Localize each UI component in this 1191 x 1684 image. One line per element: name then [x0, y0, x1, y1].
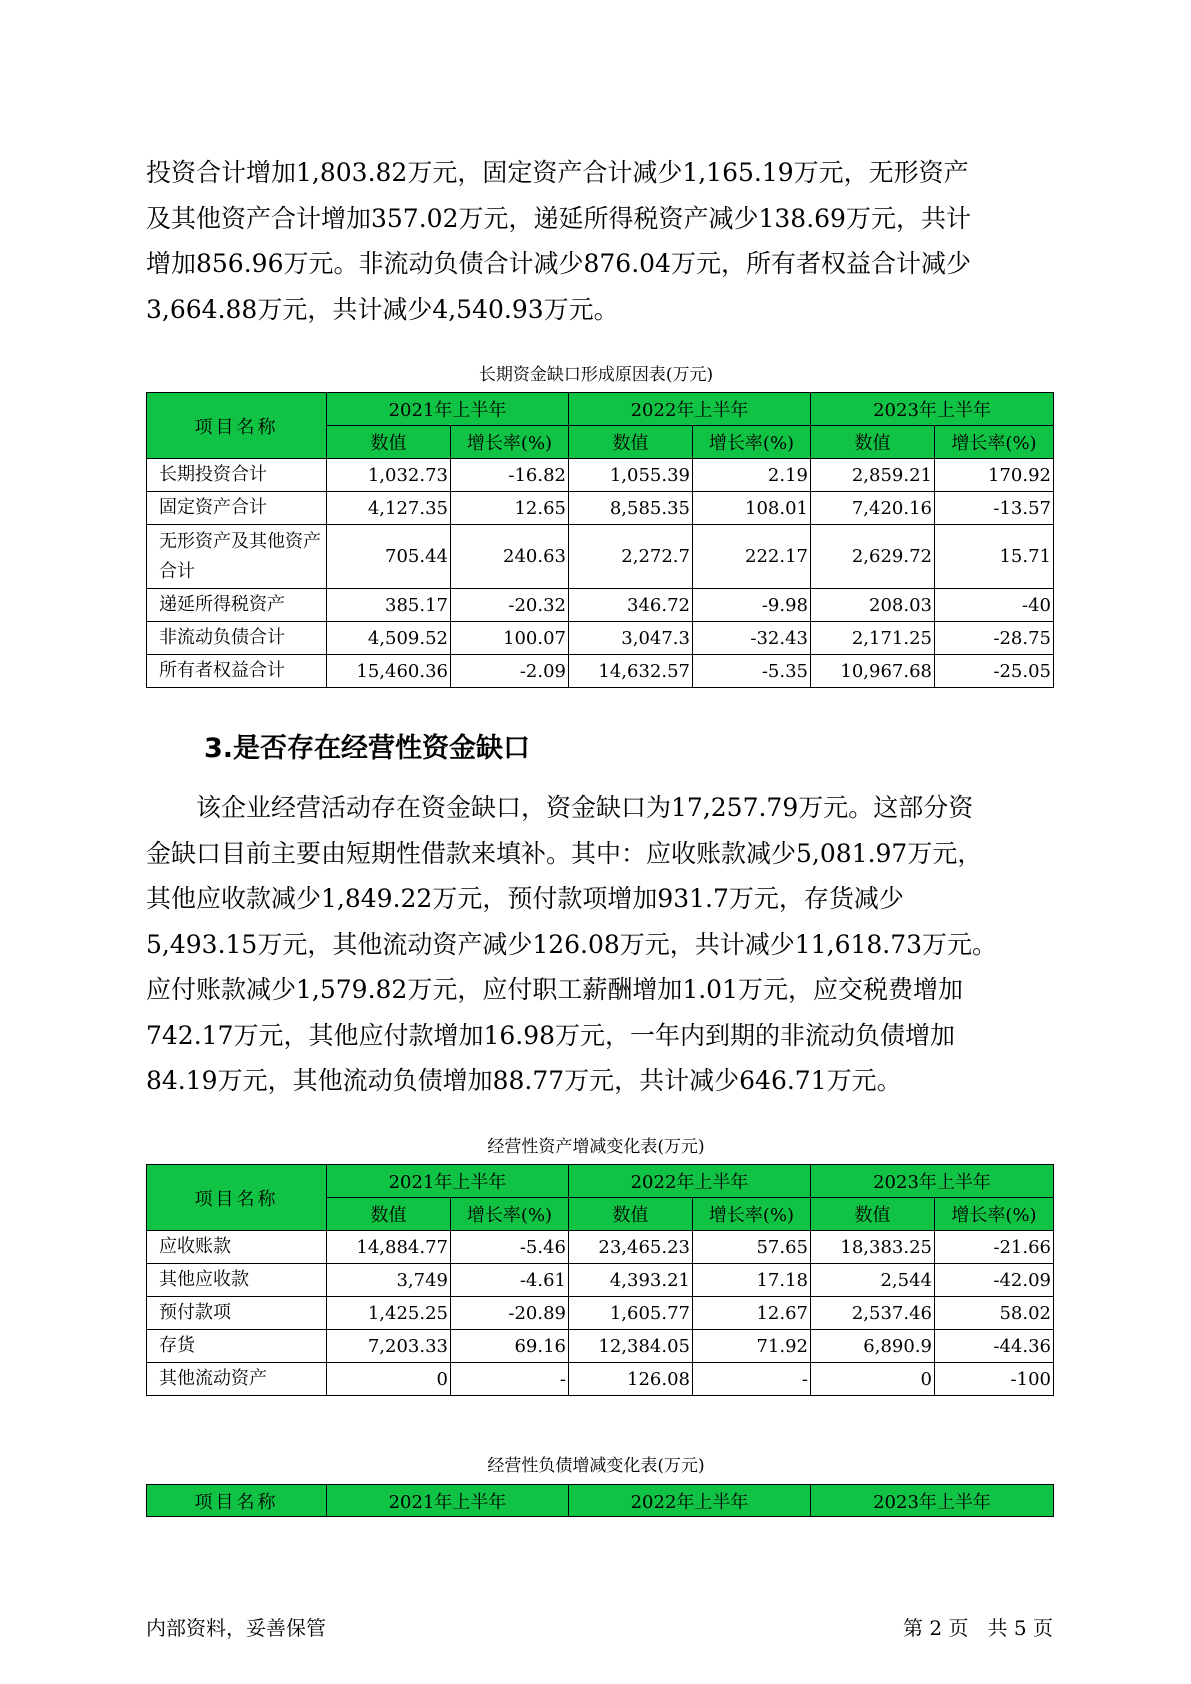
cell: 6,890.9 — [811, 1330, 935, 1363]
cell: 208.03 — [811, 589, 935, 622]
cell: 10,967.68 — [811, 655, 935, 688]
cell: 2,171.25 — [811, 622, 935, 655]
cell: 4,509.52 — [327, 622, 451, 655]
cell: 8,585.35 — [569, 492, 693, 525]
year-header: 2023年上半年 — [811, 1485, 1054, 1517]
table-operating-liabilities — [146, 1484, 1054, 1517]
cell: 346.72 — [569, 589, 693, 622]
cell: 14,632.57 — [569, 655, 693, 688]
value-header: 数值 — [569, 1198, 693, 1231]
cell: 705.44 — [327, 525, 451, 589]
paragraph-line: 及其他资产合计增加357.02万元，递延所得税资产减少138.69万元，共计 — [146, 203, 971, 233]
row-label: 其他应收款 — [147, 1264, 327, 1297]
cell: -40 — [935, 589, 1054, 622]
cell: 14,884.77 — [327, 1231, 451, 1264]
value-header: 数值 — [327, 426, 451, 459]
table-row — [147, 492, 1054, 525]
year-header: 2022年上半年 — [569, 393, 811, 426]
cell: -9.98 — [693, 589, 811, 622]
cell: 1,425.25 — [327, 1297, 451, 1330]
growth-header: 增长率(%) — [693, 1198, 811, 1231]
cell: 126.08 — [569, 1363, 693, 1396]
year-header: 2022年上半年 — [569, 1485, 811, 1517]
cell: 3,749 — [327, 1264, 451, 1297]
paragraph-line: 金缺口目前主要由短期性借款来填补。其中：应收账款减少5,081.97万元， — [146, 838, 983, 868]
paragraph-line: 该企业经营活动存在资金缺口，资金缺口为17,257.79万元。这部分资 — [196, 793, 974, 822]
paragraph-line: 其他应收款减少1,849.22万元，预付款项增加931.7万元，存货减少 — [146, 884, 904, 913]
section-heading: 3.是否存在经营性资金缺口 — [204, 733, 531, 764]
row-label: 无形资产及其他资产合计 — [147, 525, 327, 589]
cell: 23,465.23 — [569, 1231, 693, 1264]
cell: -16.82 — [451, 459, 569, 492]
cell: 3,047.3 — [569, 622, 693, 655]
paragraph-line: 5,493.15万元，其他流动资产减少126.08万元，共计减少11,618.73万元。 — [146, 929, 998, 959]
cell: 2,859.21 — [811, 459, 935, 492]
row-header-cell: 项目名称 — [147, 1165, 327, 1231]
growth-header: 增长率(%) — [451, 1198, 569, 1231]
cell: 57.65 — [693, 1231, 811, 1264]
cell: 108.01 — [693, 492, 811, 525]
table-row — [147, 1363, 1054, 1396]
table-row — [147, 589, 1054, 622]
table-row — [147, 525, 1054, 589]
cell: 2,537.46 — [811, 1297, 935, 1330]
table-1-caption: 长期资金缺口形成原因表(万元) — [478, 365, 714, 385]
cell: 4,127.35 — [327, 492, 451, 525]
cell: 17.18 — [693, 1264, 811, 1297]
cell: 170.92 — [935, 459, 1054, 492]
footer-left: 内部资料，妥善保管 — [146, 1616, 326, 1640]
table-row — [147, 1231, 1054, 1264]
cell: 7,203.33 — [327, 1330, 451, 1363]
table-row — [147, 622, 1054, 655]
cell: 12.67 — [693, 1297, 811, 1330]
cell: 0 — [811, 1363, 935, 1396]
row-label: 其他流动资产 — [147, 1363, 327, 1396]
cell: 1,032.73 — [327, 459, 451, 492]
row-header-cell: 项目名称 — [147, 1485, 327, 1517]
cell: 1,055.39 — [569, 459, 693, 492]
paragraph-line: 投资合计增加1,803.82万元，固定资产合计减少1,165.19万元，无形资产 — [146, 158, 969, 187]
cell: 58.02 — [935, 1297, 1054, 1330]
value-header: 数值 — [811, 1198, 935, 1231]
value-header: 数值 — [327, 1198, 451, 1231]
year-header: 2023年上半年 — [811, 1165, 1054, 1198]
cell: 0 — [327, 1363, 451, 1396]
row-label: 应收账款 — [147, 1231, 327, 1264]
table-row — [147, 1297, 1054, 1330]
cell: 2.19 — [693, 459, 811, 492]
table-row — [147, 1330, 1054, 1363]
cell: 15.71 — [935, 525, 1054, 589]
cell: 4,393.21 — [569, 1264, 693, 1297]
table-3-caption: 经营性负债增减变化表(万元) — [487, 1456, 705, 1476]
year-header: 2022年上半年 — [569, 1165, 811, 1198]
cell: -13.57 — [935, 492, 1054, 525]
cell: -42.09 — [935, 1264, 1054, 1297]
cell: 12.65 — [451, 492, 569, 525]
row-label: 固定资产合计 — [147, 492, 327, 525]
page-number: 第 2 页 共 5 页 — [903, 1616, 1053, 1640]
table-row — [147, 459, 1054, 492]
cell: -2.09 — [451, 655, 569, 688]
table-operating-assets — [146, 1164, 1054, 1396]
table-long-term-funding-gap — [146, 392, 1054, 688]
cell: -4.61 — [451, 1264, 569, 1297]
row-header-cell: 项目名称 — [147, 393, 327, 459]
cell: -100 — [935, 1363, 1054, 1396]
row-label: 所有者权益合计 — [147, 655, 327, 688]
cell: 222.17 — [693, 525, 811, 589]
row-label: 非流动负债合计 — [147, 622, 327, 655]
cell: - — [451, 1363, 569, 1396]
row-label: 存货 — [147, 1330, 327, 1363]
paragraph-line: 3,664.88万元，共计减少4,540.93万元。 — [146, 294, 619, 324]
value-header: 数值 — [811, 426, 935, 459]
cell: 2,629.72 — [811, 525, 935, 589]
year-header: 2021年上半年 — [327, 1485, 569, 1517]
paragraph-line: 742.17万元，其他应付款增加16.98万元，一年内到期的非流动负债增加 — [146, 1020, 956, 1050]
paragraph-line: 应付账款减少1,579.82万元，应付职工薪酬增加1.01万元，应交税费增加 — [146, 975, 963, 1004]
cell: -32.43 — [693, 622, 811, 655]
cell: -5.46 — [451, 1231, 569, 1264]
cell: 15,460.36 — [327, 655, 451, 688]
growth-header: 增长率(%) — [451, 426, 569, 459]
cell: -28.75 — [935, 622, 1054, 655]
paragraph-line: 增加856.96万元。非流动负债合计减少876.04万元，所有者权益合计减少 — [146, 249, 971, 278]
cell: 18,383.25 — [811, 1231, 935, 1264]
cell: -25.05 — [935, 655, 1054, 688]
table-row — [147, 1264, 1054, 1297]
cell: 385.17 — [327, 589, 451, 622]
cell: -44.36 — [935, 1330, 1054, 1363]
row-label: 递延所得税资产 — [147, 589, 327, 622]
cell: -5.35 — [693, 655, 811, 688]
cell: 240.63 — [451, 525, 569, 589]
value-header: 数值 — [569, 426, 693, 459]
cell: 71.92 — [693, 1330, 811, 1363]
paragraph-1 — [146, 150, 1046, 332]
cell: 1,605.77 — [569, 1297, 693, 1330]
table-row — [147, 655, 1054, 688]
cell: 100.07 — [451, 622, 569, 655]
cell: 7,420.16 — [811, 492, 935, 525]
row-label: 长期投资合计 — [147, 459, 327, 492]
cell: -20.89 — [451, 1297, 569, 1330]
cell: -20.32 — [451, 589, 569, 622]
cell: 2,272.7 — [569, 525, 693, 589]
growth-header: 增长率(%) — [935, 426, 1054, 459]
paragraph-line: 84.19万元，其他流动负债增加88.77万元，共计减少646.71万元。 — [146, 1066, 902, 1095]
cell: 69.16 — [451, 1330, 569, 1363]
row-label: 预付款项 — [147, 1297, 327, 1330]
growth-header: 增长率(%) — [935, 1198, 1054, 1231]
cell: 2,544 — [811, 1264, 935, 1297]
year-header: 2021年上半年 — [327, 1165, 569, 1198]
cell: - — [693, 1363, 811, 1396]
cell: -21.66 — [935, 1231, 1054, 1264]
year-header: 2021年上半年 — [327, 393, 569, 426]
growth-header: 增长率(%) — [693, 426, 811, 459]
cell: 12,384.05 — [569, 1330, 693, 1363]
year-header: 2023年上半年 — [811, 393, 1054, 426]
table-2-caption: 经营性资产增减变化表(万元) — [487, 1137, 705, 1157]
paragraph-2 — [146, 785, 1046, 1104]
